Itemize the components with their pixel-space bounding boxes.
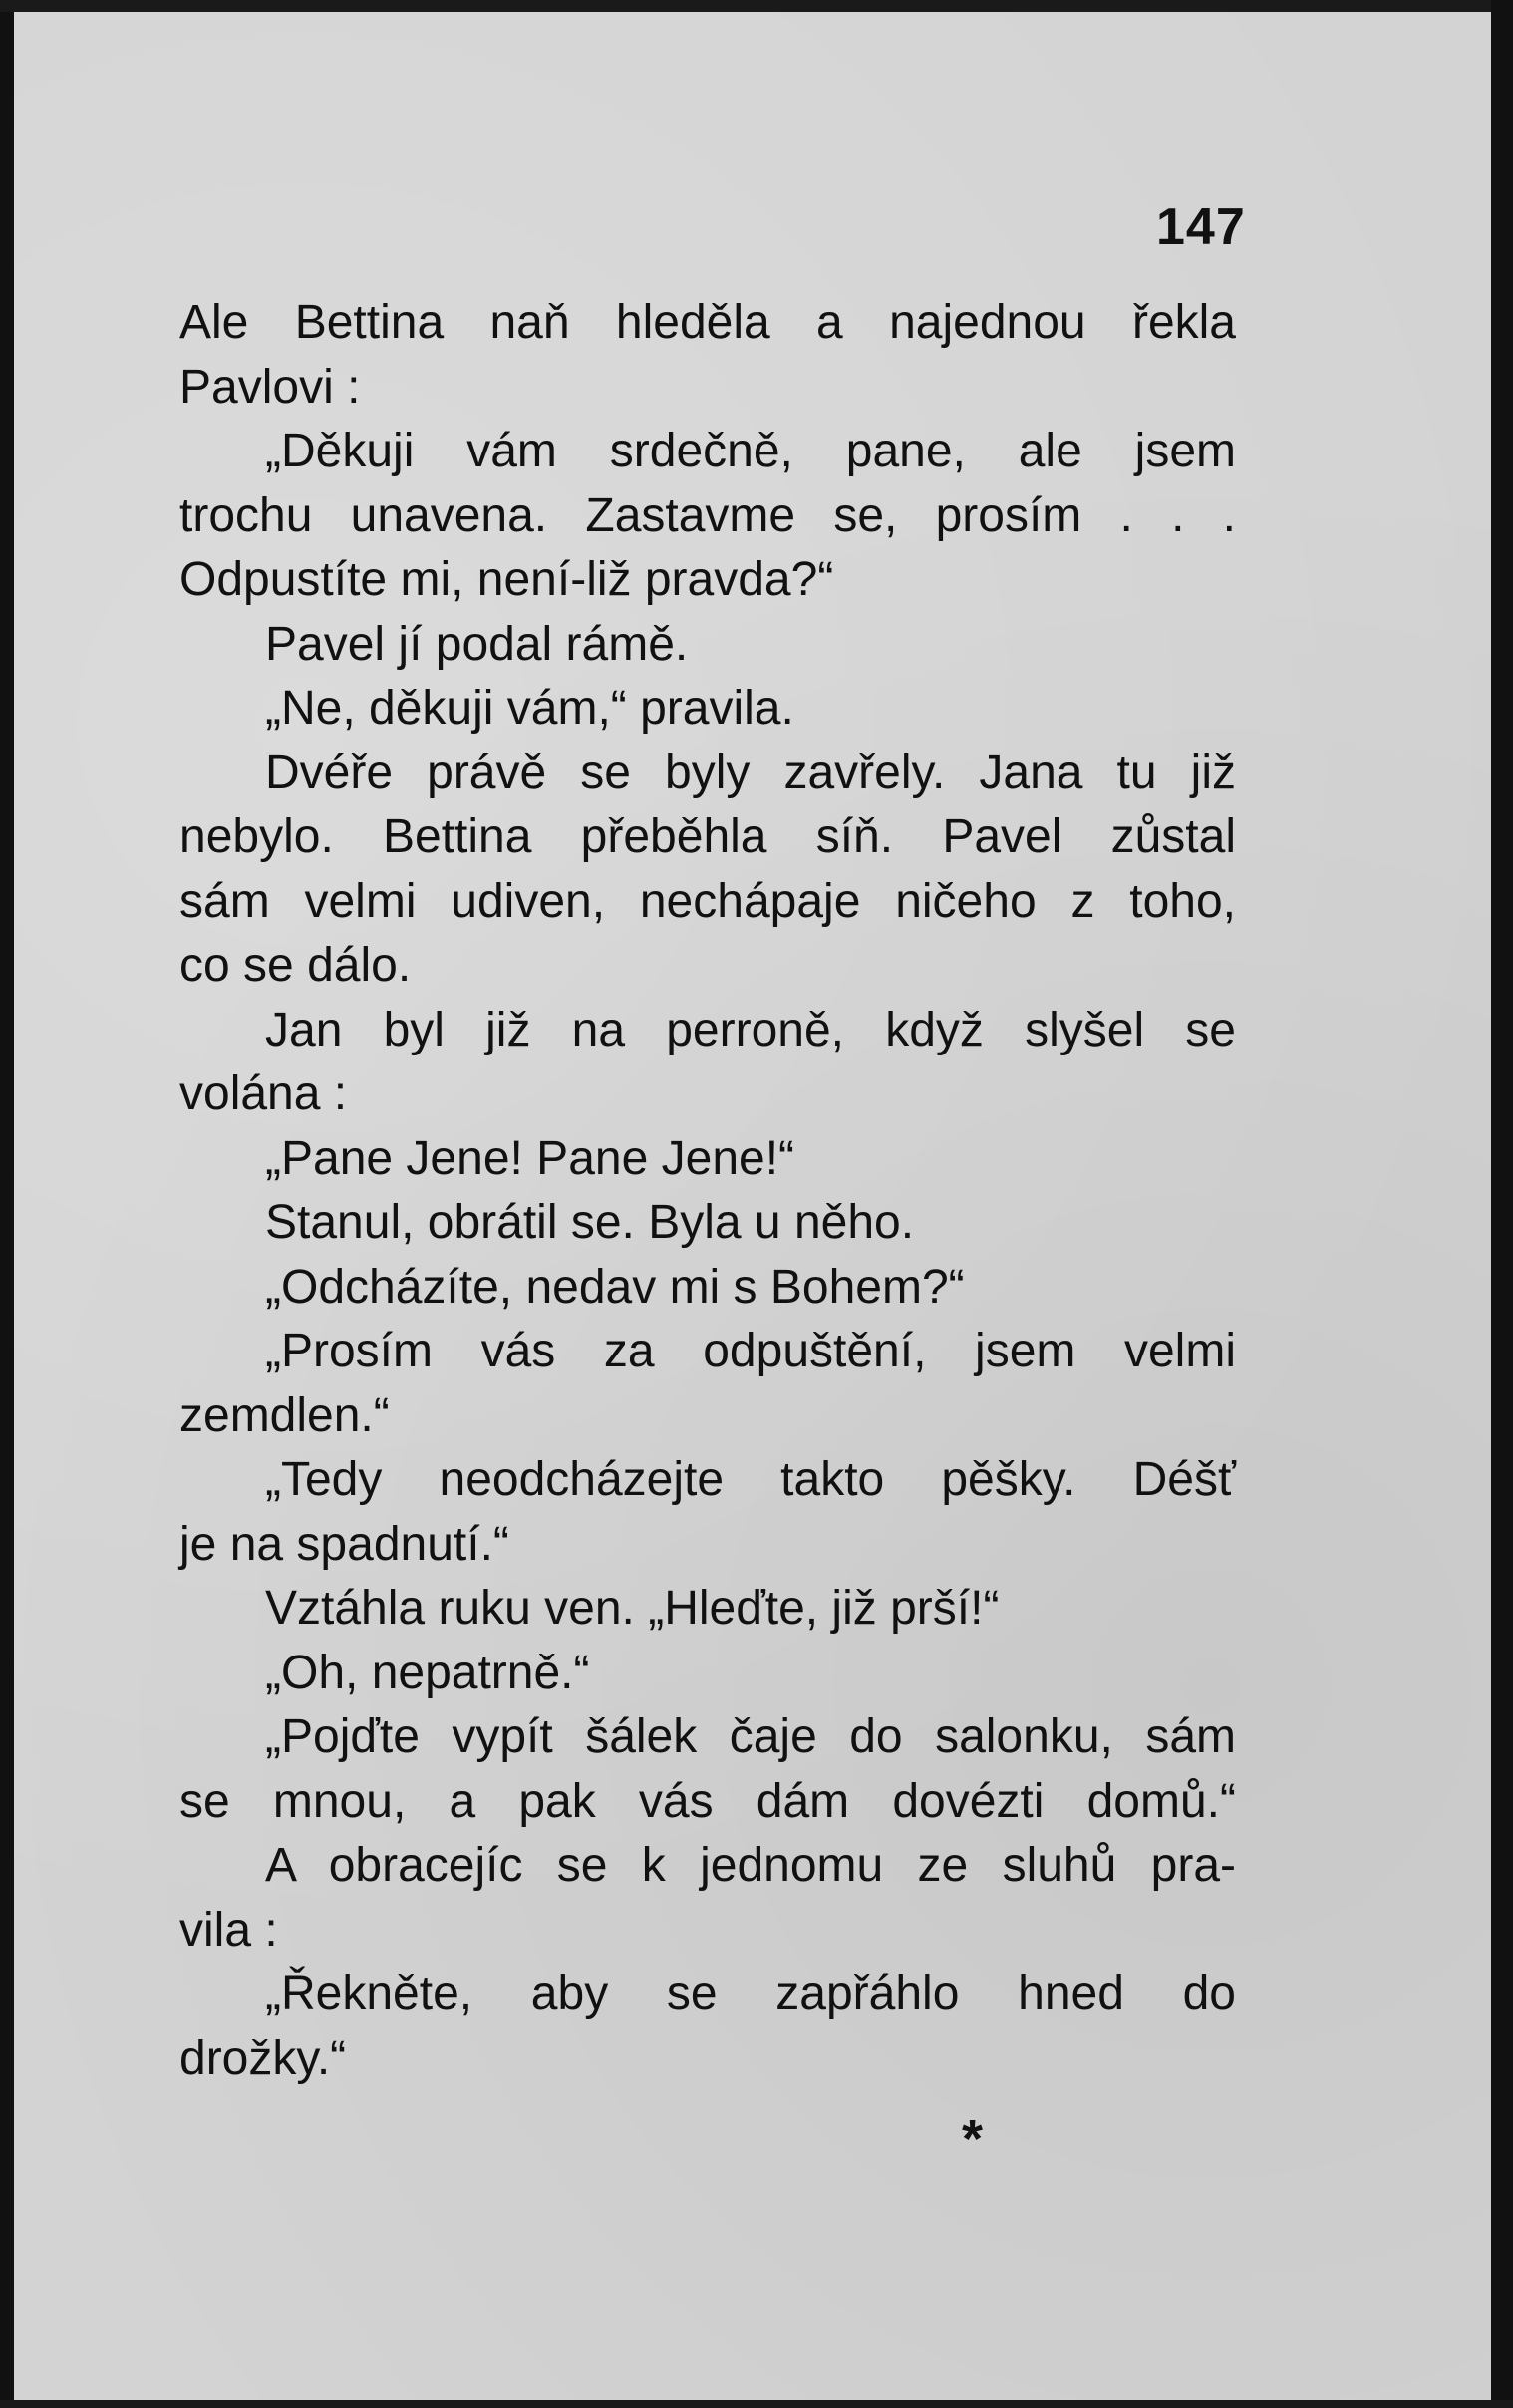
text-line: zemdlen.“ [179, 1388, 390, 1442]
text-line: Pavel jí podal rámě. [265, 617, 689, 671]
text-line: Odpustíte mi, není-liž pravda?“ [179, 553, 834, 606]
text-line: drožky.“ [179, 2031, 347, 2085]
scan-border-right [1491, 0, 1513, 2408]
body-text [179, 291, 1236, 2091]
text-line: Vztáhla ruku ven. „Hleďte, již prší!“ [265, 1582, 1000, 1635]
scan-border-left [0, 0, 14, 2408]
text-line: „Prosím vás za odpuštění, jsem velmi [265, 1325, 1236, 1377]
text-line: nebylo. Bettina přeběhla síň. Pavel zůstal [179, 810, 1236, 863]
text-line: co se dálo. [179, 939, 412, 992]
page-number: 147 [1156, 198, 1246, 256]
text-line: Stanul, obrátil se. Byla u něho. [265, 1196, 915, 1249]
text-line: A obracejíc se k jednomu ze sluhů pra- [265, 1839, 1236, 1892]
text-line: Pavlovi : [179, 360, 361, 414]
text-line: se mnou, a pak vás dám dovézti domů.“ [179, 1774, 1236, 1828]
text-line: „Odcházíte, nedav mi s Bohem?“ [265, 1260, 965, 1314]
text-line: „Děkuji vám srdečně, pane, ale jsem [265, 425, 1236, 477]
text-line: „Oh, nepatrně.“ [265, 1646, 590, 1699]
scan-border-bottom [0, 2400, 1513, 2408]
section-ornament: * [962, 2109, 984, 2169]
text-line: „Pane Jene! Pane Jene!“ [265, 1131, 795, 1185]
text-line: volána : [179, 1067, 348, 1120]
text-line: „Pojďte vypít šálek čaje do salonku, sám [265, 1710, 1236, 1763]
text-line: vila : [179, 1903, 278, 1956]
text-line: „Řekněte, aby se zapřáhlo hned do [265, 1967, 1236, 2020]
text-line: sám velmi udiven, nechápaje ničeho z toho, [179, 874, 1236, 928]
text-line: „Tedy neodcházejte takto pěšky. Déšť [265, 1453, 1236, 1506]
scan-border-top [0, 0, 1513, 12]
text-line: Ale Bettina naň hleděla a najednou řekla [179, 296, 1236, 349]
text-line: Dvéře právě se byly zavřely. Jana tu již [265, 746, 1236, 799]
text-line: Jan byl již na perroně, když slyšel se [265, 1003, 1236, 1056]
text-line: „Ne, děkuji vám,“ pravila. [265, 682, 794, 735]
text-line: je na spadnutí.“ [179, 1517, 509, 1571]
text-line: trochu unavena. Zastavme se, prosím . . . [179, 488, 1236, 542]
